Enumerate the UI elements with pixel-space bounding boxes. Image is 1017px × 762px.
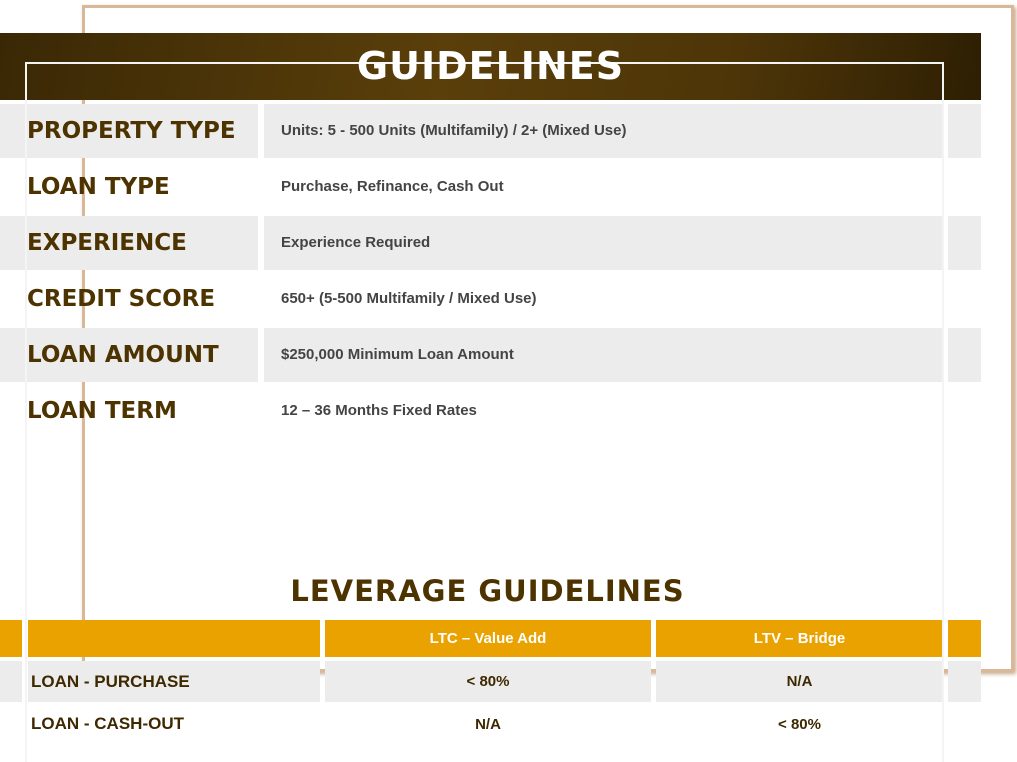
column-header-empty [28, 620, 320, 657]
guideline-label: CREDIT SCORE [27, 286, 216, 312]
guideline-label: LOAN TYPE [27, 174, 170, 200]
guideline-label: PROPERTY TYPE [27, 118, 236, 144]
guideline-row [0, 384, 981, 438]
guideline-value: 650+ (5-500 Multifamily / Mixed Use) [281, 290, 537, 307]
guideline-value: Units: 5 - 500 Units (Multifamily) / 2+ (Mixed Use) [281, 122, 627, 139]
ltv-value: < 80% [778, 715, 821, 733]
guideline-value: 12 – 36 Months Fixed Rates [281, 402, 477, 419]
guideline-label: LOAN TERM [27, 398, 177, 424]
table-row [0, 704, 981, 744]
column-header-ltv: LTV – Bridge [656, 620, 943, 657]
guideline-row [0, 328, 981, 382]
guideline-row [0, 104, 981, 158]
guideline-value: $250,000 Minimum Loan Amount [281, 346, 514, 363]
ltv-value: N/A [656, 661, 943, 702]
ltc-value: N/A [475, 715, 501, 733]
table-row [0, 661, 981, 702]
guideline-row [0, 160, 981, 214]
ltc-value: < 80% [325, 661, 651, 702]
row-label: LOAN - CASH-OUT [31, 714, 184, 733]
guideline-value: Purchase, Refinance, Cash Out [281, 178, 504, 195]
guideline-row [0, 216, 981, 270]
guideline-value: Experience Required [281, 234, 431, 251]
guideline-label: LOAN AMOUNT [27, 342, 219, 368]
leverage-table-header [0, 620, 981, 657]
guideline-row [0, 272, 981, 326]
column-header-ltc: LTC – Value Add [325, 620, 651, 657]
page-title: GUIDELINES [356, 44, 625, 88]
leverage-title: LEVERAGE GUIDELINES [290, 574, 685, 608]
guideline-label: EXPERIENCE [27, 230, 187, 256]
row-label: LOAN - PURCHASE [28, 661, 320, 702]
